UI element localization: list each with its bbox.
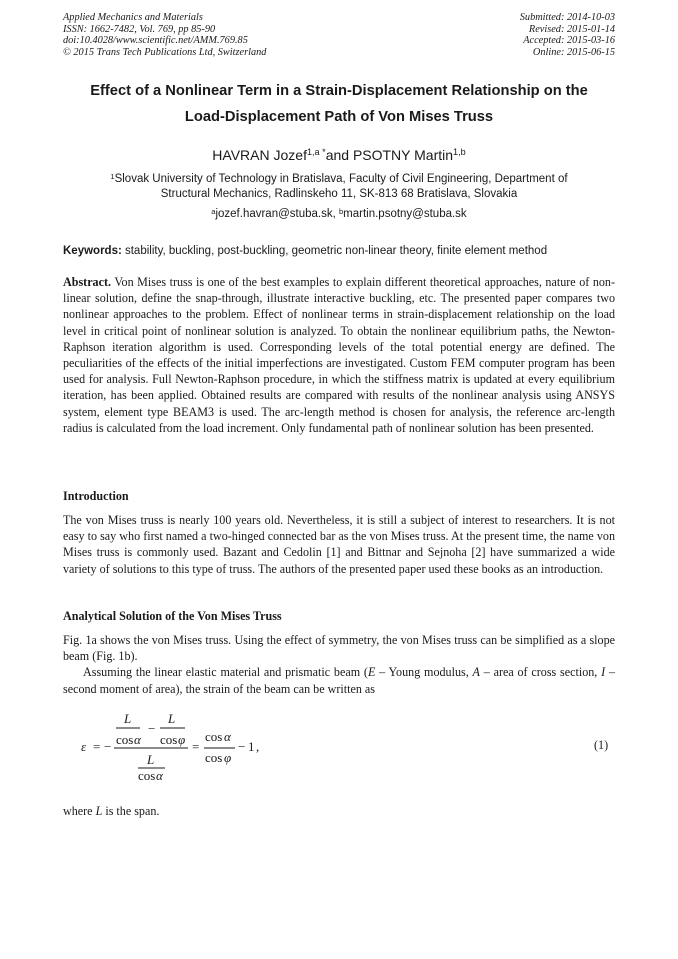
- author-1-sup: 1,a *: [306, 146, 326, 157]
- keywords: [63, 244, 618, 259]
- eq-num-minus: −: [148, 721, 156, 736]
- keywords-text: stability, buckling, post-buckling, geometric non-linear theory, finite element method: [121, 245, 548, 257]
- paper-title: [40, 78, 638, 130]
- eq-equals-2: =: [192, 739, 200, 754]
- author-2: PSOTNY Martin: [352, 147, 454, 163]
- affiliation-sup: 1: [110, 172, 115, 182]
- eq-minus-2: −: [238, 739, 246, 754]
- eq-alpha-2: α: [156, 768, 163, 783]
- abstract: [63, 274, 615, 436]
- author-1: HAVRAN Jozef: [212, 147, 307, 163]
- email-b[interactable]: martin.psotny@stuba.sk: [343, 208, 467, 220]
- author-emails: [40, 207, 638, 222]
- eq-den-L: L: [147, 752, 155, 767]
- section-heading-introduction: Introduction: [63, 489, 129, 503]
- authors: [40, 146, 638, 164]
- section-heading-analytical: Analytical Solution of the Von Mises Truss: [63, 609, 282, 623]
- eq-one: 1: [248, 739, 255, 754]
- journal-copyright: © 2015 Trans Tech Publications Ltd, Switzerland: [63, 46, 267, 58]
- email-a[interactable]: jozef.havran@stuba.sk,: [215, 208, 339, 220]
- eq-cos-1: cos: [116, 732, 134, 747]
- date-submitted: Submitted: 2014-10-03: [519, 12, 615, 23]
- date-revised: Revised: 2015-01-14: [528, 23, 615, 35]
- equation-where-text: where L is the span.: [63, 804, 160, 818]
- title-line-2: Load-Displacement Path of Von Mises Truss: [184, 109, 494, 125]
- eq-cos-4: cos: [205, 729, 223, 744]
- publication-dates: [520, 12, 615, 58]
- eq-alpha-1: α: [134, 732, 141, 747]
- introduction-paragraph: The von Mises truss is nearly 100 years old. Nevertheless, it is still a subject of interest to researchers. It is not easy to say who first named a two-hinged connected bar as the von Mises truss. At the present time, the name von Mises truss is commonly used. Bazant and Cedolin [1] and Bittnar and Sejnoha [2] have summarized a wide variety of solutions to this type of truss. The authors of the presented paper used these books as an introduction.: [63, 513, 615, 576]
- date-online: Online: 2015-06-15: [532, 46, 615, 58]
- eq-phi-1: φ: [178, 732, 186, 747]
- analytical-text: [63, 632, 615, 697]
- journal-doi[interactable]: doi:10.4028/www.scientific.net/AMM.769.85: [63, 35, 248, 46]
- affiliation: [60, 172, 618, 202]
- equation-number: (1): [594, 738, 609, 752]
- eq-comma: ,: [256, 739, 260, 754]
- affiliation-line-2: Structural Mechanics, Radlinskeho 11, SK-813 68 Bratislava, Slovakia: [160, 188, 518, 200]
- eq-phi-2: φ: [224, 750, 232, 765]
- eq-num-L1: L: [124, 711, 132, 726]
- eq-epsilon: ε: [81, 739, 87, 754]
- eq-equals-1: =: [93, 739, 101, 754]
- journal-name: Applied Mechanics and Materials: [63, 12, 203, 23]
- eq-minus-1: −: [104, 739, 112, 754]
- date-accepted: Accepted: 2015-03-16: [523, 35, 615, 46]
- analytical-paragraph-1: Fig. 1a shows the von Mises truss. Using the effect of symmetry, the von Mises truss can be simplified as a slope beam (Fig. 1b).: [63, 633, 615, 664]
- eq-cos-3: cos: [138, 768, 156, 783]
- eq-num-L2: L: [168, 711, 176, 726]
- title-line-1: Effect of a Nonlinear Term in a Strain-Displacement Relationship on the: [90, 83, 588, 99]
- keywords-label: Keywords:: [63, 245, 122, 257]
- eq-cos-2: cos: [160, 732, 178, 747]
- email-a-sup: a: [211, 207, 216, 217]
- abstract-label: Abstract.: [63, 275, 112, 289]
- journal-issn: ISSN: 1662-7482, Vol. 769, pp 85-90: [63, 23, 216, 35]
- eq-cos-5: cos: [205, 750, 223, 765]
- author-2-sup: 1,b: [453, 146, 466, 157]
- journal-info: [63, 12, 266, 58]
- eq-alpha-3: α: [224, 729, 231, 744]
- author-and: and: [325, 147, 353, 163]
- analytical-paragraph-2: Assuming the linear elastic material and prismatic beam (E – Young modulus, A – area of cross section, I – second moment of area), the strain of the beam can be written as: [63, 665, 616, 696]
- affiliation-line-1: Slovak University of Technology in Bratislava, Faculty of Civil Engineering, Department of: [114, 173, 568, 185]
- email-b-sup: b: [339, 207, 344, 217]
- abstract-text: Von Mises truss is one of the best examples to explain different theoretical approaches, nature of non-linear solution, define the snap-through, illustrate interactive buckling, etc. The presented paper compares two nonlinear approaches to the problem. Effect of nonlinear terms in strain-displacement relationship on the load level in critical point of nonlinear solution is analyzed. To obtain the nonlinear equilibrium paths, the Newton-Raphson iteration algorithm is used. Corresponding levels of the total potential energy are defined. The peculiarities of the effects of the initial imperfections are investigated. Custom FEM computer program has been used for analysis. Full Newton-Raphson procedure, in which the stiffness matrix is updated at every equilibrium iteration, has been applied. Obtained results are compared with results of the nonlinear analysis using ANSYS system, element type BEAM3 is used. The arc-length method is chosen for analysis, the reference arc-length radius is calculated from the load increment. Only fundamental path of nonlinear solution has been presented.: [63, 275, 615, 435]
